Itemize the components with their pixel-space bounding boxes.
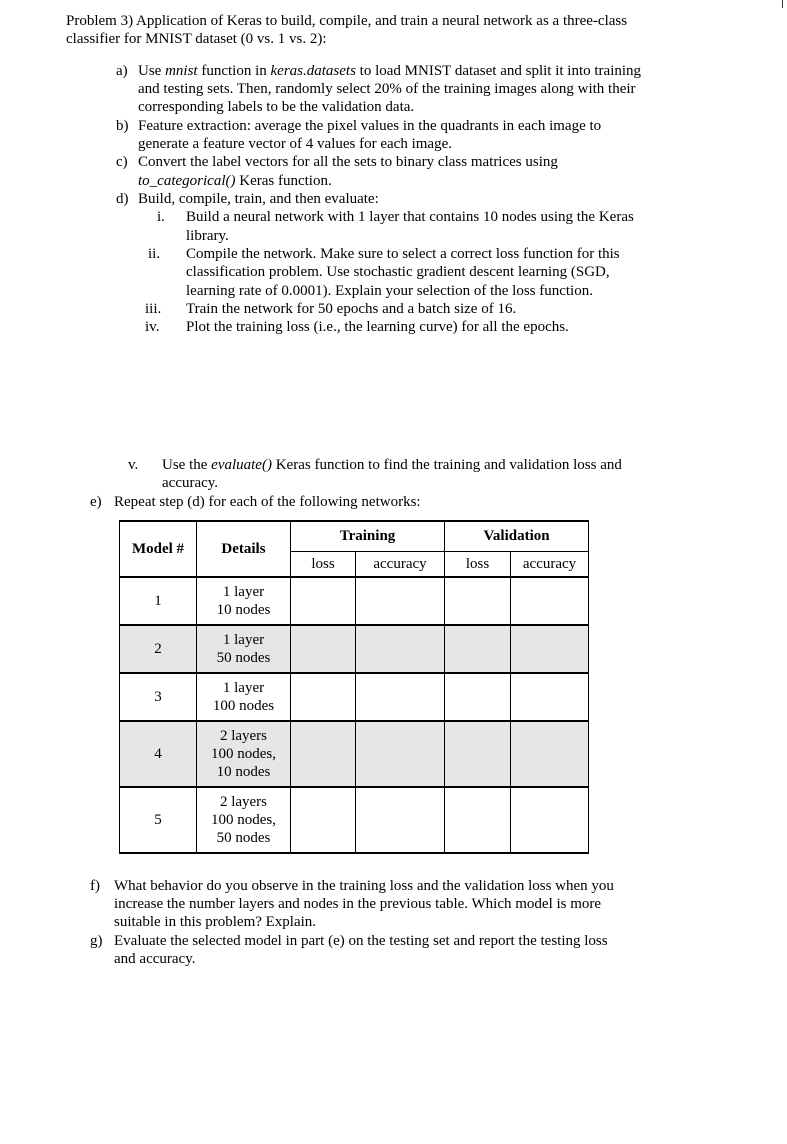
item-f-line-2: increase the number layers and nodes in the previous table. Which model is more [114,896,602,912]
item-d-iii-line-1: Train the network for 50 epochs and a batch size of 16. [186,301,517,317]
item-b-line-2: generate a feature vector of 4 values for each image. [138,136,452,152]
item-d-iv-marker: iv. [145,319,160,335]
item-d-iv-line-1: Plot the training loss (i.e., the learning curve) for all the epochs. [186,319,569,335]
item-d-ii-line-3: learning rate of 0.0001). Explain your selection of the loss function. [186,283,593,299]
training-loss-cell[interactable] [291,721,356,787]
training-loss-cell[interactable] [291,787,356,853]
model-number: 4 [120,721,197,787]
item-d-line-1: Build, compile, train, and then evaluate: [138,191,379,207]
item-g-line-1: Evaluate the selected model in part (e) on the testing set and report the testing loss [114,933,608,949]
header-training: Training [291,521,445,551]
validation-loss-cell[interactable] [445,673,511,721]
item-a-marker: a) [116,63,128,79]
model-number: 5 [120,787,197,853]
results-table [119,520,589,854]
validation-loss-cell[interactable] [445,577,511,625]
header-validation: Validation [445,521,589,551]
item-d-ii-line-1: Compile the network. Make sure to select a correct loss function for this [186,246,620,262]
validation-loss-cell[interactable] [445,787,511,853]
header-validation-accuracy: accuracy [511,551,589,577]
training-loss-cell[interactable] [291,577,356,625]
table-row [120,721,589,787]
item-a-line-1: Use mnist function in keras.datasets to load MNIST dataset and split it into training [138,63,642,79]
item-d-i-line-2: library. [186,228,229,244]
training-accuracy-cell[interactable] [356,787,445,853]
header-validation-loss: loss [445,551,511,577]
item-d-marker: d) [116,191,129,207]
header-training-loss: loss [291,551,356,577]
model-details: 1 layer 10 nodes [197,577,291,625]
validation-loss-cell[interactable] [445,721,511,787]
item-g-marker: g) [90,933,103,949]
header-details: Details [197,521,291,577]
item-d-v-line-1: Use the evaluate() Keras function to find the training and validation loss and [162,457,622,473]
model-details: 2 layers 100 nodes, 50 nodes [197,787,291,853]
table-row [120,787,589,853]
item-d-ii-marker: ii. [148,246,161,262]
item-d-v-line-2: accuracy. [162,475,219,491]
validation-accuracy-cell[interactable] [511,577,589,625]
item-a-line-3: corresponding labels to be the validation data. [138,99,415,115]
validation-accuracy-cell[interactable] [511,787,589,853]
training-accuracy-cell[interactable] [356,577,445,625]
validation-accuracy-cell[interactable] [511,625,589,673]
item-e-line-1: Repeat step (d) for each of the following networks: [114,494,421,510]
item-c-line-2: to_categorical() Keras function. [138,173,332,189]
item-a-line-2: and testing sets. Then, randomly select 20% of the training images along with their [138,81,636,97]
model-details: 1 layer 50 nodes [197,625,291,673]
table-row [120,673,589,721]
model-number: 2 [120,625,197,673]
model-number: 1 [120,577,197,625]
training-accuracy-cell[interactable] [356,673,445,721]
item-d-i-line-1: Build a neural network with 1 layer that contains 10 nodes using the Keras [186,209,634,225]
table-row [120,577,589,625]
item-c-marker: c) [116,154,128,170]
validation-accuracy-cell[interactable] [511,721,589,787]
header-training-accuracy: accuracy [356,551,445,577]
item-d-v-marker: v. [128,457,139,473]
training-loss-cell[interactable] [291,673,356,721]
item-f-line-1: What behavior do you observe in the training loss and the validation loss when you [114,878,614,894]
table-row [120,625,589,673]
training-accuracy-cell[interactable] [356,625,445,673]
item-f-marker: f) [90,878,100,894]
header-model: Model # [120,521,197,577]
model-number: 3 [120,673,197,721]
item-d-ii-line-2: classification problem. Use stochastic gradient descent learning (SGD, [186,264,610,280]
problem-title-line-2: classifier for MNIST dataset (0 vs. 1 vs. 2): [66,31,327,47]
problem-title-line-1: Problem 3) Application of Keras to build, compile, and train a neural network as a three-class [66,13,628,29]
model-details: 1 layer 100 nodes [197,673,291,721]
item-e-marker: e) [90,494,102,510]
training-loss-cell[interactable] [291,625,356,673]
validation-loss-cell[interactable] [445,625,511,673]
item-c-line-1: Convert the label vectors for all the sets to binary class matrices using [138,154,558,170]
page-edge-mark [782,0,783,8]
item-b-marker: b) [116,118,129,134]
item-b-line-1: Feature extraction: average the pixel values in the quadrants in each image to [138,118,602,134]
item-f-line-3: suitable in this problem? Explain. [114,914,317,930]
training-accuracy-cell[interactable] [356,721,445,787]
item-d-iii-marker: iii. [145,301,162,317]
validation-accuracy-cell[interactable] [511,673,589,721]
item-g-line-2: and accuracy. [114,951,196,967]
item-d-i-marker: i. [157,209,165,225]
model-details: 2 layers 100 nodes, 10 nodes [197,721,291,787]
